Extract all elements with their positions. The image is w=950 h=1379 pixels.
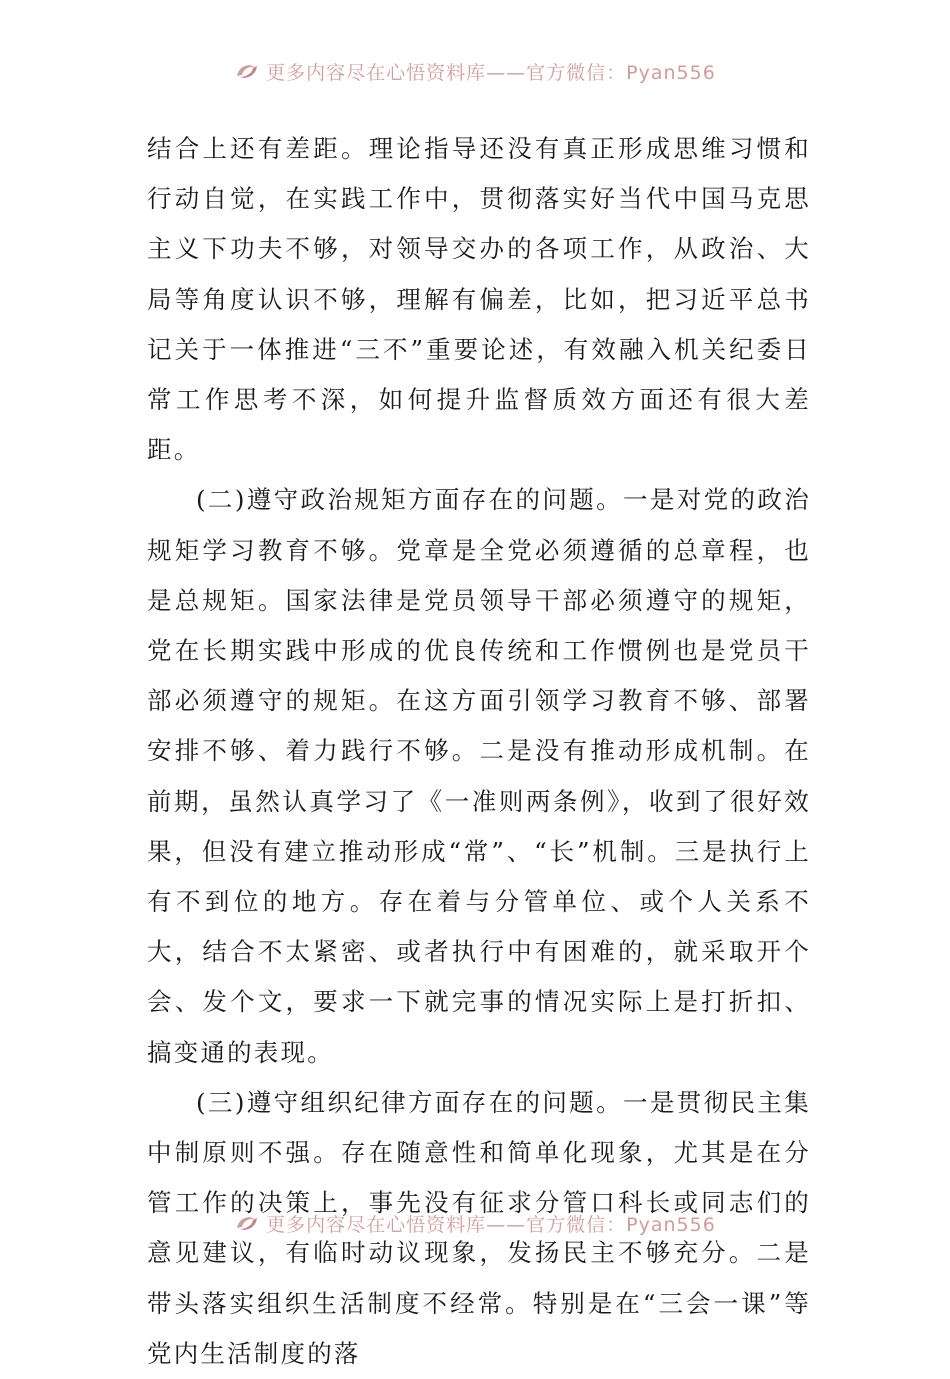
swirl-logo-icon [234,1212,260,1234]
paragraph-1: 结合上还有差距。理论指导还没有真正形成思维习惯和行动自觉，在实践工作中，贯彻落实好当代中国马克思主义下功夫不够，对领导交办的各项工作，从政治、大局等角度认识不够，理解有偏差，比如，把习近平总书记关于一体推进“三不”重要论述，有效融入机关纪委日常工作思考不深，如何提升监督质效方面还有很大差距。 [147,134,811,465]
watermark-bottom [0,1206,950,1240]
watermark-bottom-text: 更多内容尽在心悟资料库——官方微信：Pyan556 [266,1213,716,1236]
watermark-top-text: 更多内容尽在心悟资料库——官方微信：Pyan556 [266,61,716,84]
paragraph-3: (三)遵守组织纪律方面存在的问题。一是贯彻民主集中制原则不强。存在随意性和简单化现象，尤其是在分管工作的决策上，事先没有征求分管口科长或同志们的意见建议，有临时动议现象，发扬民主不够充分。二是带头落实组织生活制度不经常。特别是在“三会一课”等党内生活制度的落 [147,1087,811,1368]
document-body [147,124,811,1379]
watermark-top [0,54,950,88]
swirl-logo-icon [234,60,260,82]
paragraph-2: (二)遵守政治规矩方面存在的问题。一是对党的政治规矩学习教育不够。党章是全党必须遵循的总章程，也是总规矩。国家法律是党员领导干部必须遵守的规矩，党在长期实践中形成的优良传统和工作惯例也是党员干部必须遵守的规矩。在这方面引领学习教育不够、部署安排不够、着力践行不够。二是没有推动形成机制。在前期，虽然认真学习了《一准则两条例》，收到了很好效果，但没有建立推动形成“常”、“长”机制。三是执行上有不到位的地方。存在着与分管单位、或个人关系不大，结合不太紧密、或者执行中有困难的，就采取开个会、发个文，要求一下就完事的情况实际上是打折扣、搞变通的表现。 [147,485,811,1067]
